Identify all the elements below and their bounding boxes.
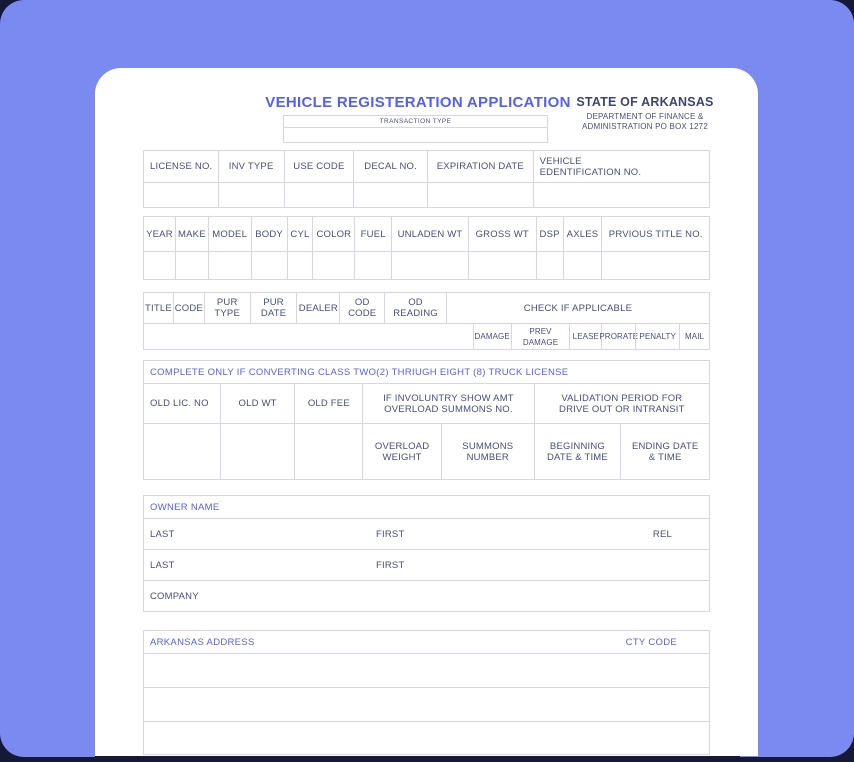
address-section-title: ARKANSAS ADDRESS [150,636,255,648]
title-table [143,292,710,350]
col-summons-number-line1: SUMMONS [462,440,514,452]
title-info-field[interactable] [144,324,473,349]
col-pur-date: PUR DATE [250,293,297,323]
owner-section [143,495,710,612]
vehicle-input-row [144,251,709,279]
owner2-last-label: LAST [150,559,175,571]
truck-section-title: COMPLETE ONLY IF CONVERTING CLASS TWO(2) THRIUGH EIGHT (8) TRUCK LICENSE [150,366,569,378]
gross-wt-field[interactable] [468,252,536,279]
col-vin-line1: VEHICLE [539,155,582,167]
vehicle-header-row [144,217,709,251]
make-field[interactable] [175,252,208,279]
address-section-header [144,631,709,653]
owner-name-row-2[interactable] [144,549,709,580]
col-code: CODE [173,293,204,323]
col-vin-line2: EDENTIFICATION NO. [539,166,642,178]
col-body: BODY [251,217,287,251]
vin-field[interactable] [533,183,709,207]
check-options-row [144,323,709,349]
col-previous-title-no: PRVIOUS TITLE NO. [601,217,709,251]
col-od-code: OD CODE [339,293,384,323]
check-damage[interactable]: DAMAGE [473,324,511,349]
page-title: VEHICLE REGISTERATION APPLICATION [265,94,571,111]
company-row[interactable] [144,580,709,611]
col-od-reading: OD READING [384,293,446,323]
agency-address [550,112,740,131]
col-decal-no: DECAL NO. [353,151,427,182]
owner1-last-label: LAST [150,528,175,540]
agency-block [550,95,740,131]
unladen-wt-field[interactable] [391,252,468,279]
axles-field[interactable] [563,252,602,279]
registration-header-row [144,151,709,182]
address-row-2[interactable] [144,687,709,721]
col-old-wt: OLD WT [220,384,295,423]
check-prev-damage[interactable]: PREV DAMAGE [511,324,570,349]
previous-title-no-field[interactable] [601,252,709,279]
company-label: COMPANY [150,590,199,602]
address-row-3[interactable] [144,721,709,754]
year-field[interactable] [144,252,175,279]
transaction-type-label: TRANSACTION TYPE [379,118,452,125]
old-fee-field[interactable] [294,424,362,479]
inv-type-field[interactable] [218,183,284,207]
form-card [95,68,758,756]
address-section [143,630,710,755]
col-dsp: DSP [536,217,563,251]
model-field[interactable] [208,252,251,279]
cyl-field[interactable] [287,252,313,279]
col-year: YEAR [146,228,173,240]
col-dealer: DEALER [296,293,339,323]
dsp-field[interactable] [536,252,563,279]
registration-input-row [144,182,709,207]
col-use-code: USE CODE [284,151,354,182]
col-summons-number [441,424,534,479]
old-wt-field[interactable] [220,424,295,479]
title-header-row [144,293,709,323]
col-vin [533,151,709,182]
agency-name: STATE OF ARKANSAS [576,95,714,109]
col-color: COLOR [312,217,354,251]
check-penalty[interactable]: PENALTY [635,324,679,349]
use-code-field[interactable] [284,183,354,207]
decal-no-field[interactable] [353,183,427,207]
check-mail[interactable]: MAIL [679,324,709,349]
transaction-type-field[interactable] [284,127,547,142]
col-involuntary-line2: OVERLOAD SUMMONS NO. [384,403,513,415]
address-row-1[interactable] [144,653,709,687]
col-fuel: FUEL [354,217,391,251]
truck-sub-row [144,423,709,479]
col-validation-period [534,384,709,423]
color-field[interactable] [312,252,354,279]
col-involuntary-line1: IF INVOLUNTRY SHOW AMT [383,392,514,404]
agency-address-line2: ADMINISTRATION PO BOX 1272 [582,121,708,131]
col-old-fee: OLD FEE [294,384,362,423]
card-bottom-shadow [95,755,740,762]
col-axles: AXLES [563,217,602,251]
expiration-date-field[interactable] [427,183,533,207]
license-no-field[interactable] [144,183,218,207]
col-overload-weight [362,424,441,479]
col-validation-line2: DRIVE OUT OR INTRANSIT [559,403,685,415]
col-make: MAKE [175,217,208,251]
col-beginning-line1: BEGINNING [549,440,606,452]
col-pur-type: PUR TYPE [204,293,250,323]
truck-section [143,360,710,480]
col-involuntary-overload [362,384,533,423]
col-old-lic-no: OLD LIC. NO [150,398,209,409]
col-beginning-line2: DATE & TIME [546,451,608,463]
col-license-no: LICENSE NO. [150,161,213,172]
agency-address-line1: DEPARTMENT OF FINANCE & [586,112,704,121]
body-field[interactable] [251,252,287,279]
col-overload-weight-line2: WEIGHT [382,451,422,463]
col-title: TITLE [145,302,172,314]
vehicle-table [143,216,710,280]
col-beginning-date-time [534,424,621,479]
owner2-first-label: FIRST [376,559,405,571]
fuel-field[interactable] [354,252,391,279]
col-model: MODEL [208,217,251,251]
col-expiration-date: EXPIRATION DATE [427,151,533,182]
owner1-first-label: FIRST [376,528,405,540]
col-inv-type: INV TYPE [218,151,284,182]
owner1-rel-label: REL [652,528,672,540]
owner-section-title: OWNER NAME [150,501,220,513]
col-gross-wt: GROSS WT [468,217,536,251]
col-check-if-applicable: CHECK IF APPLICABLE [446,293,709,323]
col-cyl: CYL [287,217,313,251]
truck-header-row [144,383,709,423]
col-overload-weight-line1: OVERLOAD [374,440,430,452]
col-ending-line2: & TIME [648,451,682,463]
check-prorate[interactable]: PRORATE [601,324,635,349]
col-summons-number-line2: NUMBER [466,451,509,463]
cty-code-label: CTY CODE [625,636,677,648]
check-lease[interactable]: LEASE [569,324,601,349]
col-ending-line1: ENDING DATE [631,440,699,452]
transaction-type-box [283,115,548,143]
col-ending-date-time [620,424,709,479]
old-lic-no-field[interactable] [144,424,220,479]
registration-table [143,150,710,208]
col-validation-line1: VALIDATION PERIOD FOR [561,392,683,404]
owner-name-row-1[interactable] [144,518,709,549]
col-unladen-wt: UNLADEN WT [391,217,468,251]
